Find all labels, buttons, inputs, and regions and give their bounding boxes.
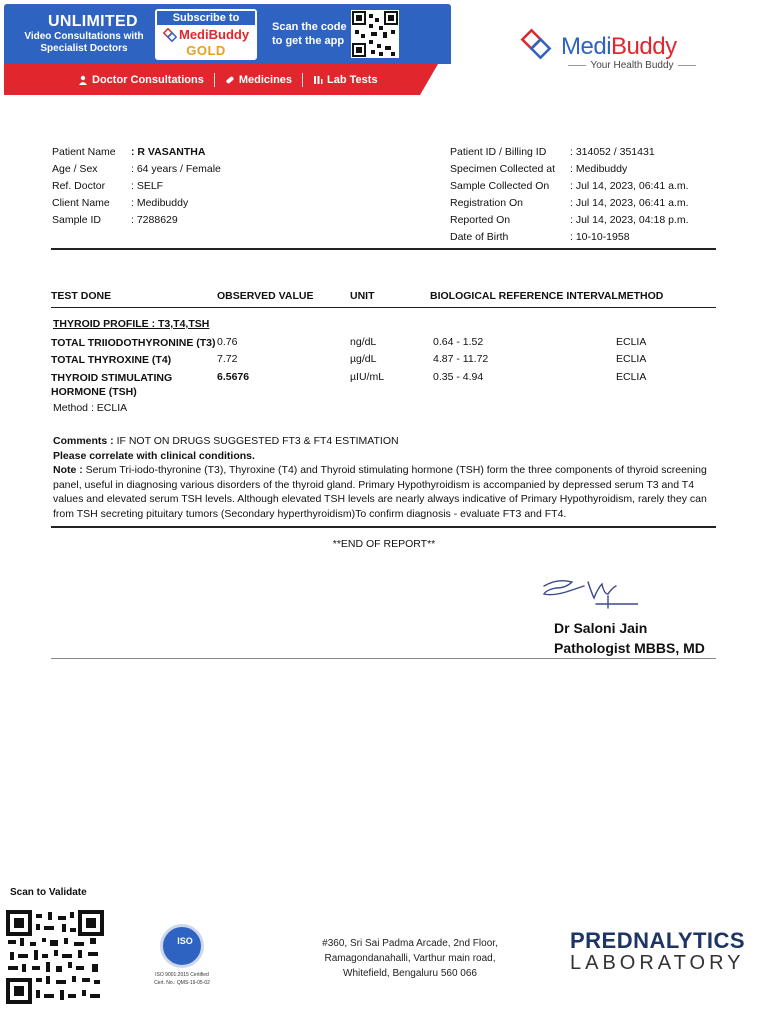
- cell-method: ECLIA: [616, 353, 647, 365]
- info-value: : 64 years / Female: [131, 163, 221, 175]
- nav-divider: [214, 73, 215, 87]
- info-row: [52, 212, 221, 229]
- note-paragraph: [53, 463, 713, 521]
- gold-word: GOLD: [186, 43, 226, 58]
- banner-red-edge: [420, 64, 438, 95]
- banner-unlimited: UNLIMITED: [48, 13, 138, 30]
- nav-divider: [302, 73, 303, 87]
- medibuddy-brand: [520, 28, 720, 76]
- cell-test-line2: HORMONE (TSH): [51, 386, 137, 398]
- comments-label: Comments :: [53, 435, 114, 447]
- info-value: : SELF: [131, 180, 164, 192]
- divider: [51, 658, 716, 659]
- cell-ref: 0.35 - 4.94: [433, 371, 484, 383]
- info-label: Patient ID / Billing ID: [450, 146, 547, 158]
- prednalytics-logo: [570, 930, 748, 974]
- app-qr-code-icon[interactable]: [351, 10, 399, 58]
- info-value: : Jul 14, 2023, 04:18 p.m.: [570, 214, 689, 226]
- iso-cert-text: [146, 971, 218, 987]
- cell-unit: µIU/mL: [350, 371, 385, 383]
- brand-name-part2: Buddy: [611, 33, 677, 60]
- iso-seal-icon: [160, 924, 204, 968]
- section-title: THYROID PROFILE : T3,T4,TSH: [53, 318, 210, 330]
- info-label: Sample ID: [52, 214, 102, 226]
- nav-label: Doctor Consultations: [92, 74, 204, 86]
- comments-text: IF NOT ON DRUGS SUGGESTED FT3 & FT4 ESTIMATION: [113, 435, 399, 447]
- scan-app-text: Scan the code to get the app: [272, 21, 347, 47]
- address-line: Ramagondanahalli, Varthur main road,: [324, 953, 496, 964]
- divider: [51, 248, 716, 250]
- signature-icon: [538, 574, 638, 614]
- lab-address: [312, 936, 508, 981]
- header-unit: UNIT: [350, 290, 375, 302]
- info-label: Registration On: [450, 197, 523, 209]
- cell-test: TOTAL TRIIODOTHYRONINE (T3): [51, 337, 216, 349]
- info-value: : Medibuddy: [570, 163, 628, 175]
- cell-unit: ng/dL: [350, 336, 377, 348]
- note-text: Serum Tri-iodo-thyronine (T3), Thyroxine (T4) and Thyroid stimulating hormone (TSH) form the three components of thyroid screening panel, useful in diagnosing various disorders of the thyroid gland. Primary Hypothyroidism is accompanied by depressed serum T3 and T4 values and elevated serum TSH levels. Although elevated TSH levels are nearly always indicative of Primary Hypothyroidism, rarely they can from TSH secreting pituitary tumors (Secondary hyperthyroidism)To confirm diagnosis - evaluate FT3 and FT4.: [53, 464, 707, 520]
- comments-block: [53, 434, 713, 521]
- address-line: #360, Sri Sai Padma Arcade, 2nd Floor,: [322, 938, 498, 949]
- cell-ref: 0.64 - 1.52: [433, 336, 484, 348]
- table-row: [51, 371, 716, 399]
- divider: [51, 526, 716, 528]
- info-value: : 10-10-1958: [570, 231, 630, 243]
- info-label: Reported On: [450, 214, 511, 226]
- medicine-icon: [225, 75, 235, 85]
- info-label: Patient Name: [52, 146, 116, 158]
- iso-certification: [146, 924, 218, 994]
- info-value: : Jul 14, 2023, 06:41 a.m.: [570, 197, 689, 209]
- info-value: : 7288629: [131, 214, 178, 226]
- iso-cert-line2: Cert. No.: QMS-19-05-02: [154, 980, 210, 986]
- info-label: Ref. Doctor: [52, 180, 106, 192]
- lab-name-line2: LABORATORY: [570, 952, 745, 974]
- pathologist-title: Pathologist MBBS, MD: [554, 640, 705, 656]
- header-ref-method: BIOLOGICAL REFERENCE INTERVALMETHOD: [430, 290, 664, 302]
- brand-name: [561, 33, 677, 61]
- header-observed-value: OBSERVED VALUE: [217, 290, 314, 302]
- divider: [51, 307, 716, 308]
- cell-unit: µg/dL: [350, 353, 377, 365]
- cell-value: 6.5676: [217, 371, 250, 383]
- header-test-done: TEST DONE: [51, 290, 112, 302]
- info-label: Sample Collected On: [450, 180, 550, 192]
- info-label: Age / Sex: [52, 163, 98, 175]
- medibuddy-logo-icon: [163, 28, 177, 42]
- patient-info-right: [450, 144, 689, 246]
- nav-label: Lab Tests: [327, 74, 378, 86]
- validate-qr-code-icon[interactable]: [6, 910, 104, 1004]
- banner-subtitle: Video Consultations with Specialist Doctors: [24, 31, 144, 54]
- info-row: [450, 144, 689, 161]
- medibuddy-logo-icon: [520, 28, 558, 66]
- cell-value: 0.76: [217, 336, 238, 348]
- cell-test: TOTAL THYROXINE (T4): [51, 354, 172, 366]
- cell-value: 7.72: [217, 353, 238, 365]
- banner-nav: [78, 72, 378, 88]
- info-label: Specimen Collected at: [450, 163, 556, 175]
- pathologist-name: Dr Saloni Jain: [554, 620, 648, 636]
- gold-brand-name: MediBuddy: [179, 27, 250, 42]
- nav-medicines[interactable]: [225, 74, 292, 86]
- info-row: [450, 178, 689, 195]
- iso-label: ISO: [177, 936, 193, 946]
- comments-line: [53, 434, 713, 449]
- correlate-text: Please correlate with clinical conditions.: [53, 449, 255, 462]
- method-line: Method : ECLIA: [53, 402, 128, 414]
- lab-name-line1: PREDNALYTICS: [570, 928, 746, 953]
- info-value: : Jul 14, 2023, 06:41 a.m.: [570, 180, 689, 192]
- info-label: Client Name: [52, 197, 110, 209]
- end-of-report-text: **END OF REPORT**: [332, 538, 436, 550]
- info-label: Date of Birth: [450, 231, 509, 243]
- patient-name-value: : R VASANTHA: [131, 146, 206, 158]
- info-row: [52, 161, 221, 178]
- info-row: [450, 212, 689, 229]
- cell-test: THYROID STIMULATING: [51, 372, 173, 384]
- nav-lab-tests[interactable]: [313, 74, 378, 86]
- note-label: Note :: [53, 464, 83, 476]
- promo-banner[interactable]: [4, 4, 451, 95]
- patient-info-left: [52, 144, 221, 229]
- cell-ref: 4.87 - 11.72: [433, 353, 489, 365]
- gold-subscribe-box[interactable]: [155, 9, 257, 60]
- iso-cert-line1: ISO 9001:2015 Certified: [155, 972, 209, 978]
- address-line: Whitefield, Bengaluru 560 066: [343, 968, 477, 979]
- nav-label: Medicines: [238, 74, 293, 86]
- info-row: [52, 178, 221, 195]
- info-value: : 314052 / 351431: [570, 146, 655, 158]
- info-value: : Medibuddy: [131, 197, 189, 209]
- subscribe-to-label: Subscribe to: [157, 11, 255, 25]
- table-row: [51, 336, 716, 350]
- cell-method: ECLIA: [616, 371, 647, 383]
- lab-icon: [313, 75, 323, 85]
- info-row: [450, 195, 689, 212]
- scan-to-validate-label: Scan to Validate: [10, 887, 87, 898]
- brand-tagline: Your Health Buddy: [564, 60, 700, 71]
- info-row: [52, 144, 221, 161]
- info-row: [450, 229, 689, 246]
- info-row: [450, 161, 689, 178]
- nav-doctor-consultations[interactable]: [78, 74, 204, 86]
- table-header: [51, 290, 716, 304]
- table-row: [51, 353, 716, 367]
- brand-name-part1: Medi: [561, 33, 612, 60]
- info-row: [52, 195, 221, 212]
- doctor-icon: [78, 75, 88, 85]
- cell-method: ECLIA: [616, 336, 647, 348]
- end-of-report: [0, 538, 768, 550]
